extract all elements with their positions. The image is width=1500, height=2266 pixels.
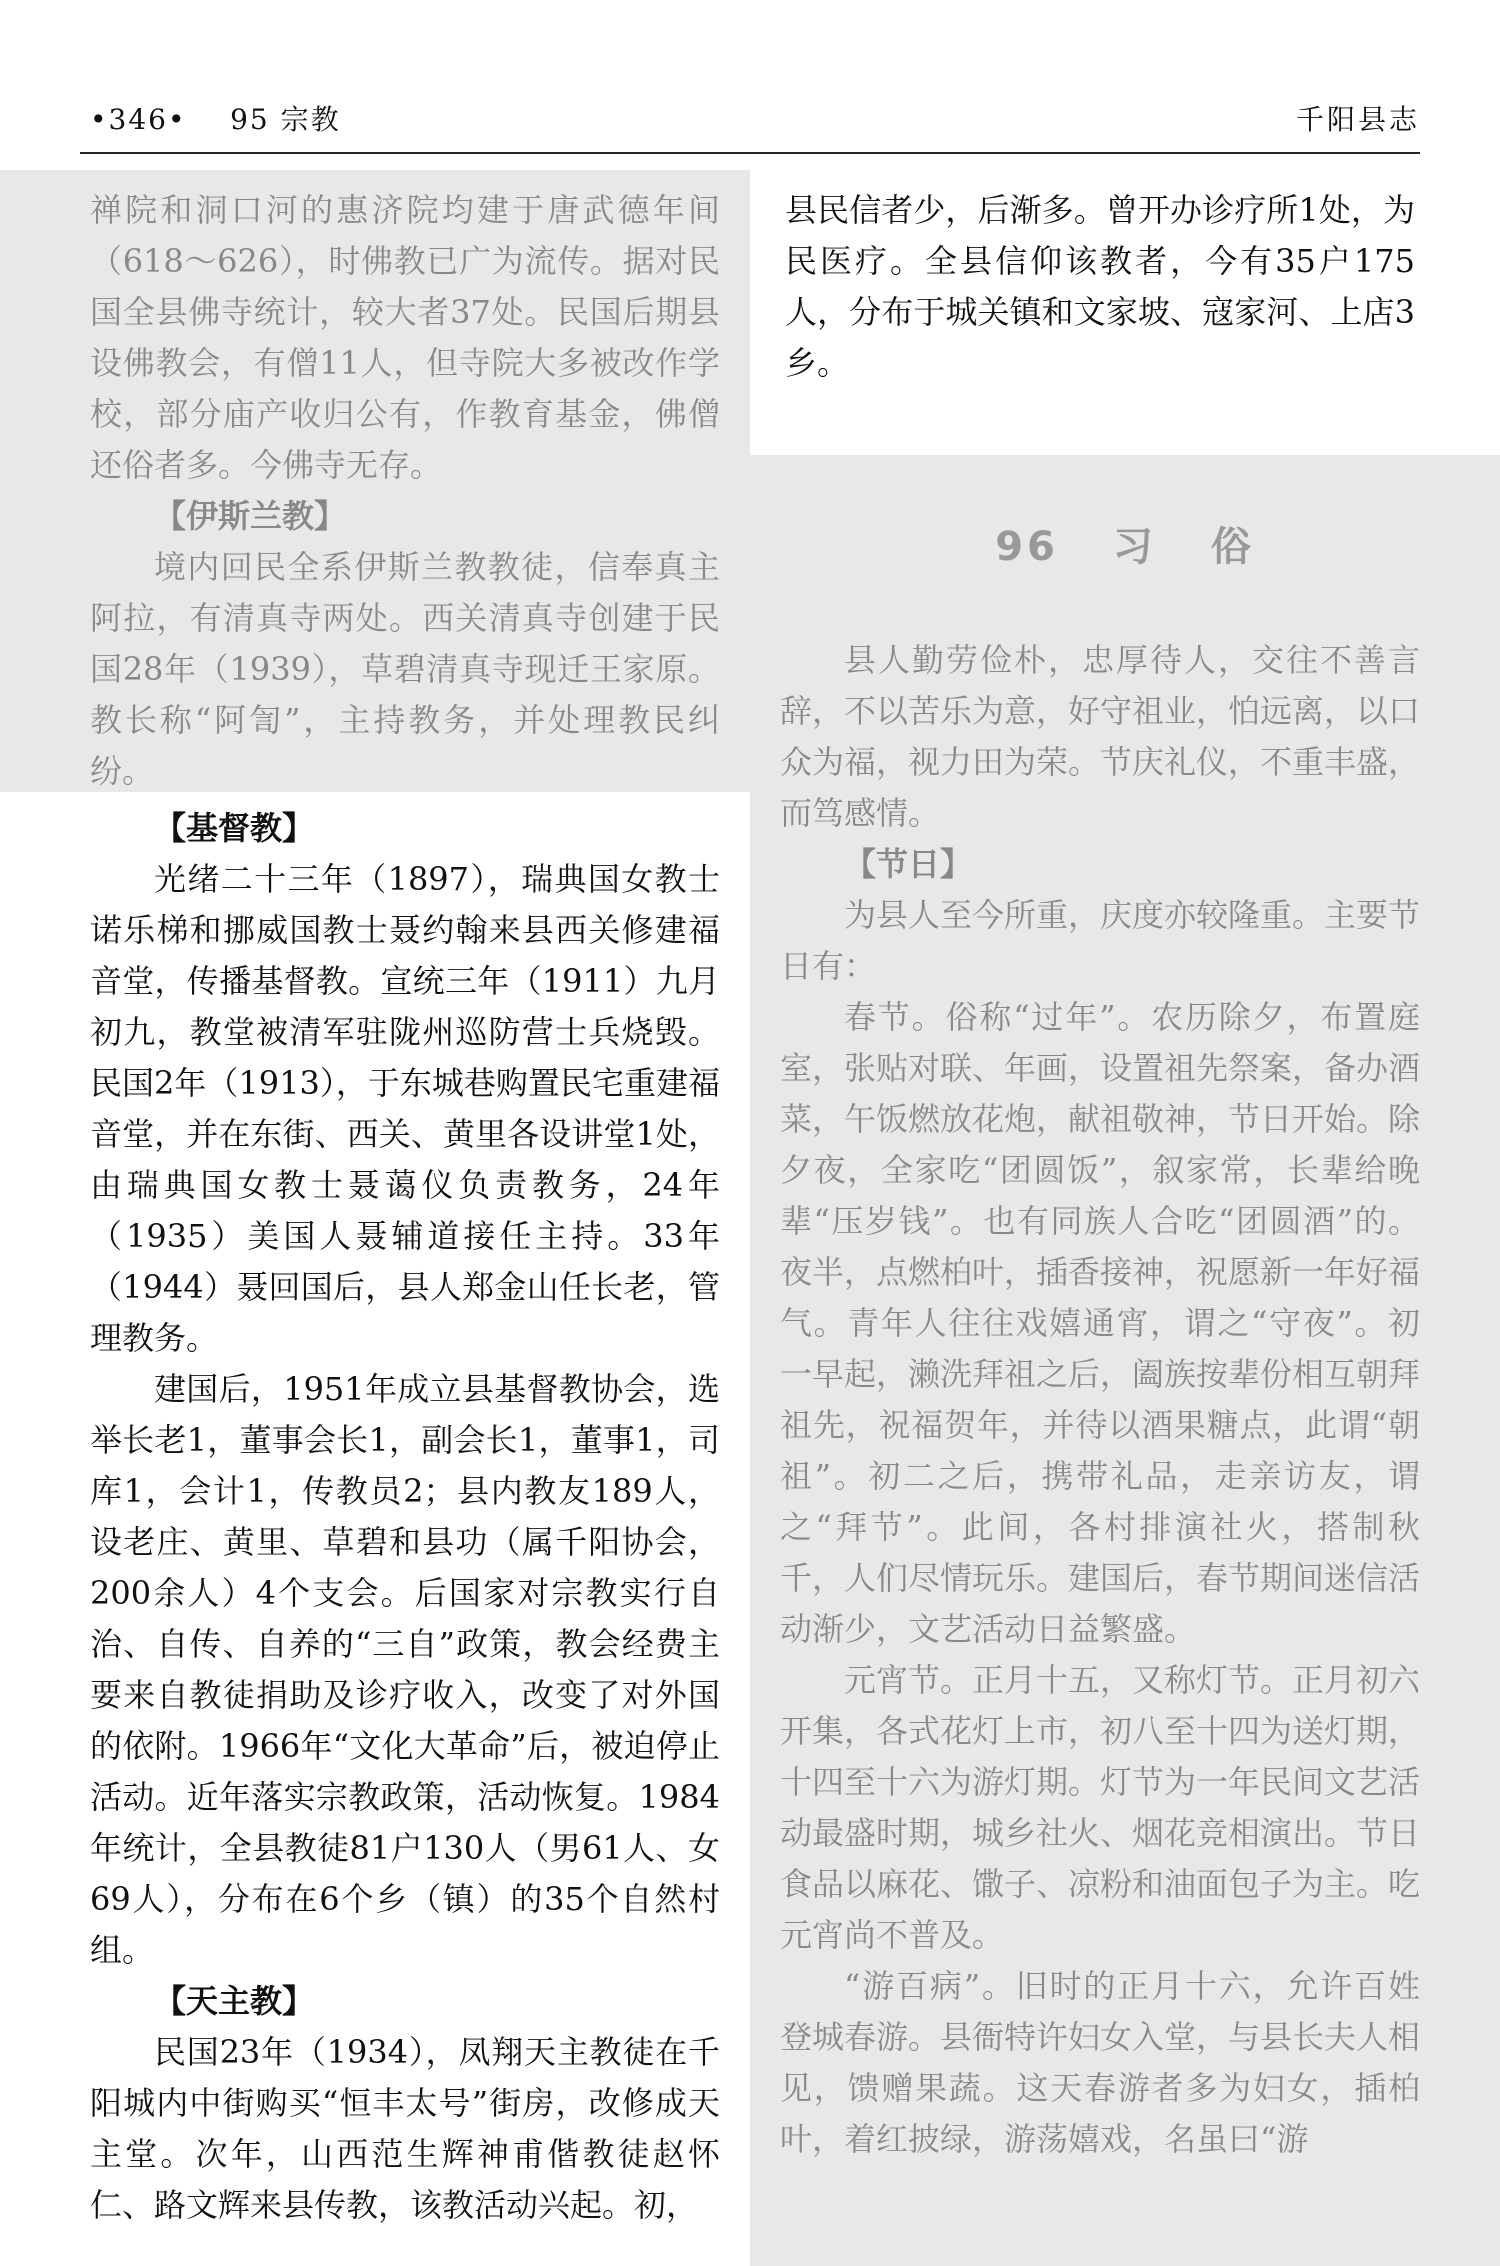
section-title xyxy=(750,515,1500,572)
spring-festival-paragraph: 春节。俗称“过年”。农历除夕，布置庭室，张贴对联、年画，设置祖先祭案，备办酒菜，午饭燃放花炮，献祖敬神，节日开始。除夕夜，全家吃“团圆饭”，叙家常，长辈给晚辈“压岁钱”。也有同族人合吃“团圆酒”的。夜半，点燃柏叶，插香接神，祝愿新一年好福气。青年人往往戏嬉通宵，谓之“守夜”。初一早起，濑洗拜祖之后，阖族按辈份相互朝拜祖先，祝福贺年，并待以酒果糖点，此谓“朝祖”。初二之后，携带礼品，走亲访友，谓之“拜节”。此间，各村排演社火，搭制秋千，人们尽情玩乐。建国后，春节期间迷信活动渐少，文艺活动日益繁盛。 xyxy=(780,998,1421,1648)
right-column-top xyxy=(785,185,1415,389)
header-rule xyxy=(80,152,1420,154)
christianity-heading: 【基督教】 xyxy=(154,809,315,847)
left-column xyxy=(90,185,720,2231)
page-header xyxy=(90,98,1420,148)
catholic-heading: 【天主教】 xyxy=(154,1982,315,2020)
right-column xyxy=(780,635,1420,2165)
christianity-paragraph-1: 光绪二十三年（1897），瑞典国女教士诺乐梯和挪威国教士聂约翰来县西关修建福音堂，传播基督教。宣统三年（1911）九月初九，教堂被清军驻陇州巡防营士兵烧毁。民国2年（1913），于东城巷购置民宅重建福音堂，并在东街、西关、黄里各设讲堂1处，由瑞典国女教士聂蔼仪负责教务，24年（1935）美国人聂辅道接任主持。33年（1944）聂回国后，县人郑金山任长老，管理教务。 xyxy=(90,860,720,1357)
catholic-continuation: 县民信者少，后渐多。曾开办诊疗所1处，为民医疗。全县信仰该教者，今有35户175人，分布于城关镇和文家坡、寇家河、上店3乡。 xyxy=(785,191,1415,382)
festival-heading: 【节日】 xyxy=(844,845,973,883)
book-title: 千阳县志 xyxy=(1295,103,1420,136)
youbaibing-paragraph: “游百病”。旧时的正月十六，允许百姓登城春游。县衙特许妇女入堂，与县长夫人相见，馈赠果蔬。这天春游者多为妇女，插柏叶，着红披绿，游荡嬉戏，名虽曰“游 xyxy=(780,1967,1421,2158)
section-title-char-2: 俗 xyxy=(1210,524,1255,570)
festival-intro: 为县人至今所重，庆度亦较隆重。主要节日有： xyxy=(780,896,1421,985)
chapter-label: 95 宗教 xyxy=(230,103,341,136)
customs-intro: 县人勤劳俭朴，忠厚待人，交往不善言辞，不以苦乐为意，好守祖业，怕远离，以口众为福，视力田为荣。节庆礼仪，不重丰盛，而笃感情。 xyxy=(780,641,1421,832)
header-left xyxy=(90,98,341,138)
section-title-char-1: 习 xyxy=(1112,524,1157,570)
section-number: 96 xyxy=(995,524,1059,570)
page-number: •346• xyxy=(90,103,187,136)
islam-heading: 【伊斯兰教】 xyxy=(154,497,347,535)
lantern-festival-paragraph: 元宵节。正月十五，又称灯节。正月初六开集，各式花灯上市，初八至十四为送灯期，十四至十六为游灯期。灯节为一年民间文艺活动最盛时期，城乡社火、烟花竞相演出。节日食品以麻花、馓子、凉粉和油面包子为主。吃元宵尚不普及。 xyxy=(780,1661,1421,1954)
buddhism-continuation: 禅院和洞口河的惠济院均建于唐武德年间（618～626），时佛教已广为流传。据对民国全县佛寺统计，较大者37处。民国后期县设佛教会，有僧11人，但寺院大多被改作学校，部分庙产收归公有，作教育基金，佛僧还俗者多。今佛寺无存。 xyxy=(90,191,720,484)
christianity-paragraph-2: 建国后，1951年成立县基督教协会，选举长老1，董事会长1，副会长1，董事1，司库1，会计1，传教员2；县内教友189人，设老庄、黄里、草碧和县功（属千阳协会，200余人）4个支会。后国家对宗教实行自治、自传、自养的“三自”政策，教会经费主要来自教徒捐助及诊疗收入，改变了对外国的依附。1966年“文化大革命”后，被迫停止活动。近年落实宗教政策，活动恢复。1984年统计，全县教徒81户130人（男61人、女69人），分布在6个乡（镇）的35个自然村组。 xyxy=(90,1370,720,1969)
catholic-paragraph: 民国23年（1934），凤翔天主教徒在千阳城内中街购买“恒丰太号”街房，改修成天主堂。次年，山西范生辉神甫偕教徒赵怀仁、路文辉来县传教，该教活动兴起。初， xyxy=(90,2033,720,2224)
islam-paragraph: 境内回民全系伊斯兰教教徒，信奉真主阿拉，有清真寺两处。西关清真寺创建于民国28年（1939），草碧清真寺现迁王家原。教长称“阿訇”，主持教务，并处理教民纠纷。 xyxy=(90,548,720,790)
